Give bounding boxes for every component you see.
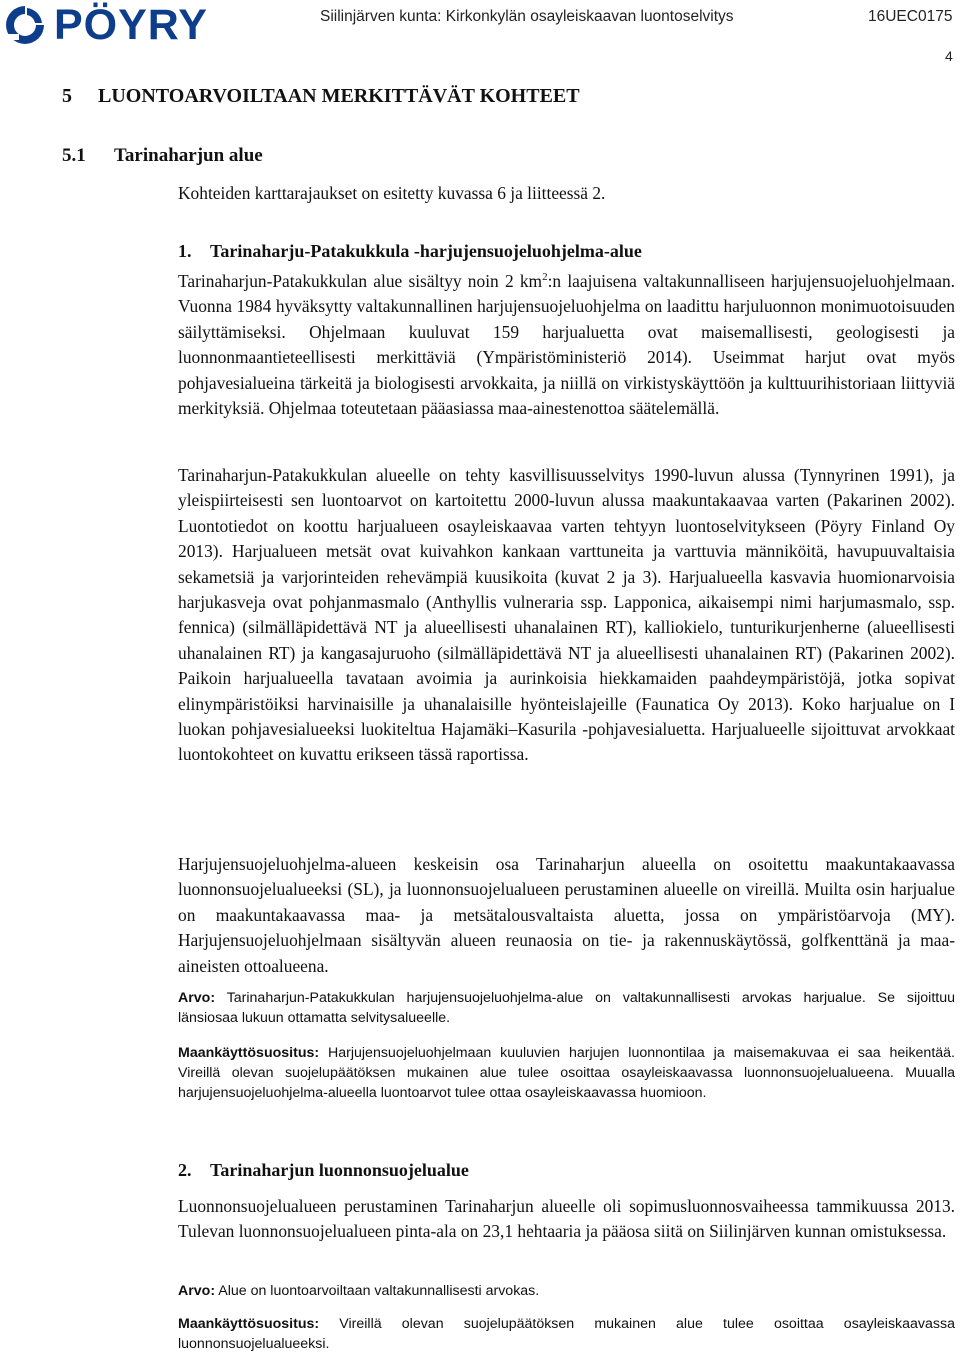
item1-suositus-text: Harjujensuojeluohjelmaan kuuluvien harjujen luonnontilaa ja maisemakuvaa ei saa heikentää. Vireillä olevan suojelupäätöksen mukainen alue tulee osoittaa osayleiskaavassa luonnonsuojelualueena. Muualla harjujensuojeluohjelma-alueella luontoarvot tulee ottaa osayleiskaavassa huomioon. [178,1045,955,1101]
item2-landuse-recommendation [178,1314,955,1354]
logo-emblem-icon [2,4,48,46]
item1-paragraph-1 [178,269,955,421]
item1-number: 1. [178,241,192,261]
item2-suositus-text: Vireillä olevan suojelupäätöksen mukainen alue tulee osoittaa osayleiskaavassa luonnonsuojelualueeksi. [178,1316,955,1352]
item1-paragraph-3: Harjujensuojeluohjelma-alueen keskeisin osa Tarinaharjun alueella on osoitettu maakuntakaavassa luonnonsuojelualueeksi (SL), ja luonnonsuojelualueen perustaminen alueelle on vireillä. Muilta osin harjualue on maakuntakaavassa maa- ja metsätalousvaltaista aluetta, jossa on ympäristöarvoja (MY). Harjujensuojeluohjelmaan sisältyvän alueen reunaosia on tie- ja rakennuskäytössä, golfkenttänä ja maa-aineisten ottoalueena. [178,854,955,976]
subsection-title: Tarinaharjun alue [114,145,263,166]
item2-arvo-label: Arvo: [178,1283,216,1299]
item1-suositus-label: Maankäyttösuositus: [178,1045,320,1061]
item1-value-note [178,988,955,1028]
logo-wordmark: PÖYRY [54,1,208,49]
subsection-number: 5.1 [62,145,86,166]
item2-title: Tarinaharjun luonnonsuojelualue [210,1160,469,1180]
document-title: Siilinjärven kunta: Kirkonkylän osayleiskaavan luontoselvitys [320,8,734,25]
item1-arvo-text: Tarinaharjun-Patakukkulan harjujensuojeluohjelma-alue on valtakunnallisesti arvokas harjualue. Se sijoittuu länsiosaa lukuun ottamatta selvitysalueelle. [178,990,955,1026]
company-logo [2,1,208,49]
subsection-intro: Kohteiden karttarajaukset on esitetty kuvassa 6 ja liitteessä 2. [178,183,606,203]
item2-number: 2. [178,1160,192,1180]
item2-arvo-text: Alue on luontoarvoiltaan valtakunnallisesti arvokas. [218,1283,540,1299]
item1-arvo-label: Arvo: [178,990,216,1006]
document-code: 16UEC0175 [868,8,953,25]
item2-suositus-label: Maankäyttösuositus: [178,1316,320,1332]
item2-value-note [178,1281,955,1301]
item1-paragraph-2: Tarinaharjun-Patakukkulan alueelle on tehty kasvillisuusselvitys 1990-luvun alussa (Tynnyrinen 1991), ja yleispiirteisesti sen luontoarvot on kartoitettu 2000-luvun alussa maakuntakaavaa varten (Pakarinen 2002). Luontotiedot on koottu harjualueen osayleiskaavaa varten tehtyyn luontoselvitykseen (Pöyry Finland Oy 2013). Harjualueen metsät ovat kuivahkon kankaan varttuneita ja varttuvia männiköitä, havupuuvaltaisia sekametsiä ja varjorinteiden rehevämpiä kuusikoita (kuvat 2 ja 3). Harjualueella kasvavia huomionarvoisia harjukasveja ovat pohjanmasmalo (Anthyllis vulneraria ssp. Lapponica, aikaisempi nimi harjumasmalo, ssp. fennica) (silmälläpidettävä NT ja alueellisesti uhanalainen RT), kalliokielo, tunturikurjenherne (alueellisesti uhanalainen RT) ja kangasajuruoho (silmälläpidettävä NT ja alueellisesti uhanalainen RT) (Pakarinen 2002). Paikoin harjualueella tavataan avoimia ja aurinkoisia hiekkamaiden paahdeympäristöjä, jotka sopivat elinympäristöiksi harvinaisille ja uhanalaisille hyönteislajeille (Faunatica Oy 2013). Koko harjualue on I luokan pohjavesialueeksi luokiteltua Hajamäki–Kasurila -pohjavesialuetta. Harjualueelle sijoittuvat arvokkaat luontokohteet on kuvattu erikseen tässä raportissa. [178,465,955,765]
item1-landuse-recommendation [178,1043,955,1103]
item1-heading [178,241,642,262]
page-header [0,0,960,64]
subsection-heading [62,145,263,167]
item1-title: Tarinaharju-Patakukkula -harjujensuojeluohjelma-alue [210,241,642,261]
item1-para1-superscript: 2 [542,271,548,284]
section-heading [62,85,580,108]
item1-para1-start: Tarinaharjun-Patakukkulan alue sisältyy noin 2 km [178,271,543,291]
item2-heading [178,1160,469,1181]
section-number: 5 [62,85,72,107]
page-number: 4 [945,48,953,64]
item2-paragraph-1: Luonnonsuojelualueen perustaminen Tarinaharjun alueelle oli sopimusluonnosvaiheessa tammikuussa 2013. Tulevan luonnonsuojelualueen pinta-ala on 23,1 hehtaaria ja pääosa siitä on Siilinjärven kunnan omistuksessa. [178,1196,955,1242]
item1-para1-rest: :n laajuisena valtakunnalliseen harjujensuojeluohjelmaan. Vuonna 1984 hyväksytty valtakunnallinen harjujensuojeluohjelma on laadittu harjuluonnon monimuotoisuuden säilyttämiseksi. Ohjelmaan kuuluvat 159 harjualuetta ovat maisemallisesti, geologisesti ja luonnonmaantieteellisesti merkittäviä (Ympäristöministeriö 2014). Useimmat harjut ovat myös pohjavesialueina tärkeitä ja biologisesti arvokkaita, ja niillä on virkistyskäyttöön ja kulttuurihistoriaan liittyviä merkityksiä. Ohjelmaa toteutetaan pääasiassa maa-ainestenottoa säätelemällä. [178,271,955,419]
section-title: LUONTOARVOILTAAN MERKITTÄVÄT KOHTEET [98,85,580,107]
